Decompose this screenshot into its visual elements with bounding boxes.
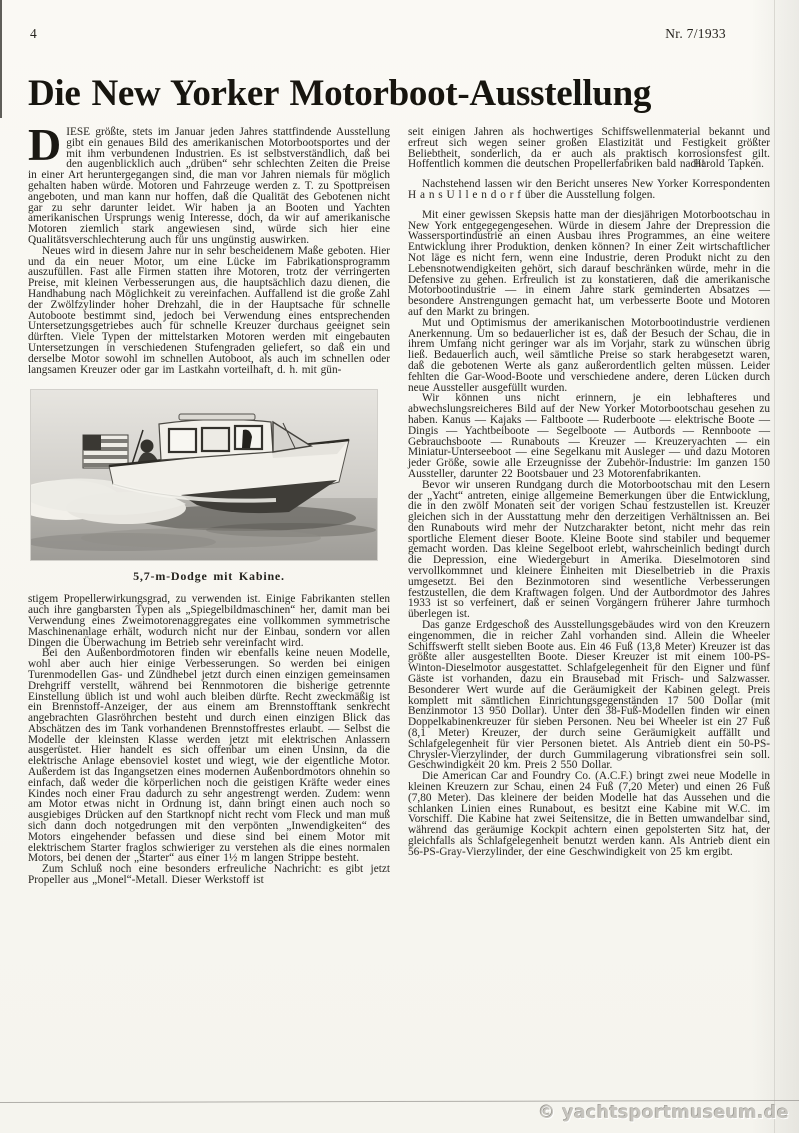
left-column [28, 119, 390, 887]
author-signature: Harold Tapken. [693, 158, 764, 171]
boat-photo-illustration [31, 390, 377, 560]
american-flag [83, 435, 128, 468]
paragraph: Neues wird in diesem Jahre nur in sehr bescheidenem Maße geboten. Hier und da ein neuer Motor, um eine Lücke im Fabrikationsprogramm auszufüllen. Fast alle Firmen statten ihre Motoren, trotz der verringerten Preise, mit kleinen Verbesserungen aus, die hauptsächlich dazu dienen, die Handhabung nach Möglichkeit zu vereinfachen. Auffallend ist die große Zahl der Zwölfzylinder hoher Drehzahl, die in der Hauptsache für schnelle Autoboote bestimmt sind, jedoch bei Verwendung eines entsprechenden Untersetzungsgetriebes auch für schnelle Kreuzer durchaus geeignet sein dürften. Viele Typen der mittelstarken Motoren werden mit eingebauten Untersetzungen in verschiedenen Stufengraden geliefert, so daß ein und derselbe Motor sowohl im schnellen Autoboot, als auch im schnellen oder langsamen Kreuzer oder gar im Lastkahn vorteilhaft, d. h. mit gün- [28, 244, 390, 376]
paragraph-text: IESE größte, stets im Januar jeden Jahres stattfindende Ausstellung gibt ein genaues Bild des amerikanischen Motorbootsportes und der mit ihm verbundenen Industrien. Es ist selbstverständlich, daß bei den augenblicklich auch „drüben“ sehr schlechten Zeiten die Preise in einer Art heruntergegangen sind, die man vor Jahren niemals für möglich gehalten haben würde. Motoren und Fahrzeuge werden z. T. zu Spottpreisen angeboten, und man kann nur hoffen, daß die Qualität des Gebotenen nicht gar zu sehr darunter leidet. Wir haben ja an Booten und Yachten amerikanischen Ursprungs wenig Interesse, doch, da wir auf amerikanische Motoren ziemlich stark angewiesen sind, würde sich hier eine Qualitätsverschlechterung auch für uns ungünstig auswirken. [28, 126, 390, 246]
article-title: Die New Yorker Motorboot-Ausstellung [28, 73, 652, 114]
paragraph: Bei den Außenbordmotoren finden wir ebenfalls keine neuen Modelle, wohl aber auch hier einige Verbesserungen. So werden bei einigen Turenmodellen Gas- und Zündhebel jetzt durch einen einzigen gemeinsamen Drehgriff verstellt, während bei Rennmotoren die bisherige getrennte Einstellung üblich ist und wohl auch bleiben dürfte. Recht zweckmäßig ist ein Brennstoff-Anzeiger, der aus einem am Brennstofftank senkrecht angebrachten Glasröhrchen besteht und durch einen einzigen Blick das Abschätzen des im Tank vorhandenen Brennstoffrestes erlaubt. — Selbst die Modelle der kleinsten Klasse werden jetzt mit elektrischen Anlassern ausgerüstet. Hier handelt es sich offenbar um einen Unsinn, da die elektrische Anlage ebensoviel kostet und wiegt, wie der eigentliche Motor. Außerdem ist das Ingangsetzen eines modernen Außenbordmotors ohnehin so einfach, daß weder die körperlichen noch die geistigen Kräfte weder eines Kindes noch einer Frau dadurch zu sehr angestrengt werden. Zudem: wenn am Motor etwas nicht in Ordnung ist, dann bringt einen auch noch so ausgiebiges Drücken auf den Startknopf nicht recht vom Fleck und man muß sich dann doch notgedrungen mit den verpönten „Inwendigkeiten“ des Motors eingehender befassen und diese sind bei einem Motor mit elektrischem Starter fraglos schwieriger zu verstehen als die eines normalen Motors, bei denen der „Starter“ aus einer 1½ m langen Strippe besteht. [28, 647, 390, 865]
paragraph: seit einigen Jahren als hochwertiges Schiffswellenmaterial bekannt und erfreut sich wegen seiner großen Elastizität und Festigkeit größter Beliebtheit, sonderlich, da er auch als praktisch korrosionsfest gilt. Hoffentlich kommen die deutschen Propellerfabriken bald nach! [408, 126, 770, 171]
drop-cap: D [28, 119, 62, 170]
paragraph: Mut und Optimismus der amerikanischen Motorbootindustrie verdienen Anerkennung. Um so bedauerlicher ist es, daß der Besuch der Schau, die in ihrem Umfang nicht geringer war als im Vorjahr, stark zu wünschen übrig ließ. Bedauerlich auch, weil sämtliche Preise so stark herabgesetzt waren, daß die gebotenen Werte als ganz außerordentlich gelten müssen. Leider fehlten die Gar-Wood-Boote und verschiedene andere, deren Lücken durch neue Aussteller ausgefüllt wurden. [408, 316, 770, 394]
scan-edge-artifact [0, 0, 2, 118]
paragraph: Das ganze Erdgeschoß des Ausstellungsgebäudes wird von den Kreuzern eingenommen, die in reicher Zahl vorhanden sind. Allein die Wheeler Schiffswerft stellt sieben Boote aus. Ein 46 Fuß (13,8 Meter) Kreuzer ist das größte aller ausgestellten Boote. Dieser Kreuzer ist mit einem 100-PS-Winton-Dieselmotor ausgestattet. Schlafgelegenheit für den Eigner und fünf Gäste ist vorhanden, dazu ein Brausebad mit Frisch- und Salzwasser. Besonderer Wert wurde auf die Geräumigkeit der Kabinen gelegt. Preis komplett mit sämtlichen Einrichtungsgegenständen 17 500 Dollar (mit Benzinmotor 13 950 Dollar). Unter den 38-Fuß-Modellen finden wir einen Doppelkabinenkreuzer für sieben Personen. Neu bei Wheeler ist ein 27 Fuß (8,1 Meter) Kreuzer, der durch seine Geräumigkeit auffällt und Schlafgelegenheit für vier Personen bietet. Als Antrieb dient ein 50-PS-Chrysler-Vierzylinder, der durch Gummilagerung vibrationsfrei sein soll. Geschwindigkeit 20 km. Preis 2 550 Dollar. [408, 619, 770, 772]
page-header [30, 26, 726, 42]
paragraph: Bevor wir unseren Rundgang durch die Motorbootschau mit den Lesern der „Yacht“ antreten, einige allgemeine Bemerkungen über die Entwicklung, die in den zwölf Monaten seit der vorigen Schau festzustellen ist. Kreuzer gleichen sich in der Ausstattung mehr den derzeitigen Verhältnissen an. Bei den Runabouts wird mehr der Nutzcharakter betont, nicht mehr das rein sportliche Element dieser Boote. Kleine Boote sind stabiler und bequemer gemacht worden. Das kleine Segelboot erlebt, wahrscheinlich bedingt durch die Depression, eine Wiedergeburt in Amerika. Dieselmotoren sind vervollkommnet und kleinere Einheiten mit Dieselbetrieb in die Praxis umgesetzt. Bei den Bezinmotoren sind wesentliche Verbesserungen festzustellen, die dem Kraftwagen folgen. Und der Autbordmotor des Jahres 1933 ist so verfeinert, daß er seinen Vorgängern früherer Jahre turmhoch überlegen ist. [408, 478, 770, 621]
paragraph: stigem Propellerwirkungsgrad, zu verwenden ist. Einige Fabrikanten stellen auch ihre gangbarsten Typen als „Spiegelbildmaschinen“ her, damit man bei Verwendung eines Zweimotorenaggregates eine vollkommen symmetrische Maschinenanlage erhält, wodurch nicht nur der Einbau, sondern vor allen Dingen die Überwachung im Betrieb sehr vereinfacht wird. [28, 593, 390, 649]
issue-number: Nr. 7/1933 [665, 26, 726, 41]
paragraph-lead [28, 119, 390, 246]
paragraph: Die American Car and Foundry Co. (A.C.F.) bringt zwei neue Modelle in kleinen Kreuzern zur Schau, einen 24 Fuß (7,20 Meter) und einen 26 Fuß (7,80 Meter). Das kleinere der beiden Modelle hat das Aussehen und die schlanken Linien eines Runabout, es besitzt eine Kabine mit W.C. im Vorschiff. Die Kabine hat zwei Seitensitze, die in Betten umwandelbar sind, während das geräumige Kockpit achtern einen gepolsterten Sitz hat, der gleichfalls als Schlafgelegenheit benutzt werden kann. Als Antrieb dient ein 56-PS-Gray-Vierzylinder, der eine Geschwindigkeit von 25 km ergibt. [408, 770, 770, 858]
paragraph: Wir können uns nicht erinnern, je ein lebhafteres und abwechslungsreicheres Bild auf der New Yorker Motorbootschau gesehen zu haben. Kanus — Kajaks — Faltboote — Ruderboote — elektrische Boote — Dingis — Yachtbeiboote — Segelboote — Autbords — Rennboote — Gebrauchsboote — Runabouts — Kreuzer — Kreuzeryachten — ein Miniatur-Unterseeboot — eine Segelkanu mit Ausleger — und dazu Motoren jeder Größe, sowie alle Erzeugnisse der Zubehör-Industrie: Im ganzen 150 Aussteller, darunter 22 Bootsbauer und 23 Motorenfabrikanten. [408, 392, 770, 480]
ripple [81, 528, 321, 548]
watermark: © yachtsportmuseum.de [538, 1103, 789, 1123]
paragraph: Mit einer gewissen Skepsis hatte man der diesjährigen Motorbootschau in New York entgegegengesehen. Würde in diesem Jahre der Drepression die Wassersportindustrie an einen Ausbau ihres Programmes, an eine weitere Entwicklung ihrer Produktion, denken können? In einer Zeit wirtschaftlicher Not läge es nicht fern, wenn eine Industrie, deren Produkt nicht zu den Lebensnotwendigkeiten gehört, sich darauf beschränken würde, mehr in die Defensive zu gehen. Erfreulich ist zu konstatieren, daß die amerikanische Motorbootindustrie — in einem Jahre stark geminderten Absatzes — besondere Anstrengungen gemacht hat, um verbesserte Boote und Motoren auf den Markt zu bringen. [408, 208, 770, 318]
right-column [408, 127, 770, 886]
photo-caption: 5,7-m-Dodge mit Kabine. [133, 569, 285, 584]
page-number: 4 [30, 26, 38, 41]
boat-photo-figure [30, 389, 388, 584]
boat-photo [30, 389, 378, 561]
page-edge-shadow [774, 0, 775, 1133]
paragraph: Nachstehend lassen wir den Bericht unseres New Yorker Korrespondenten H a n s U l l e n d o r f über die Ausstellung folgen. [408, 178, 770, 201]
paragraph: Zum Schluß noch eine besonders erfreuliche Nachricht: es gibt jetzt Propeller aus „Monel“-Metall. Dieser Werkstoff ist [28, 863, 390, 887]
article-body [28, 119, 771, 887]
